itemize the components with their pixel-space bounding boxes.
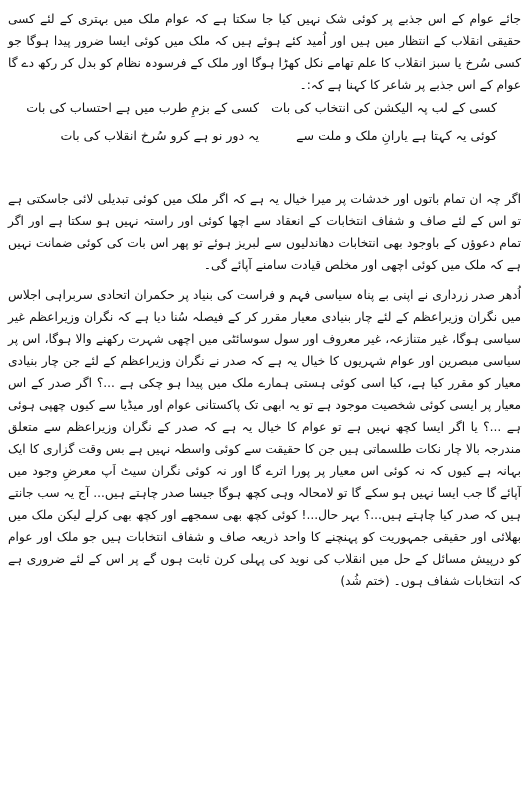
couplet-2-first-line: کوئی یہ کہتا ہے یارانِ ملک و ملت سے: [296, 128, 497, 143]
couplet-2: [8, 128, 521, 154]
paragraph-elections: اگر چہ ان تمام باتوں اور خدشات پر میرا خیال یہ ہے کہ اگر ملک میں کوئی تبدیلی لائی جاسکتی ہے تو اس کے لئے صاف و شفاف انتخابات کے انعقاد سے اچھا کوئی اور راستہ نہیں ہو سکتا ہے اور اگر تمام دعوؤں کے باوجود بھی انتخابات دھاندلیوں سے لبریز ہوئے تو پھر اس بات کی کوئی ضمانت نہیں ہے کہ ملک میں کوئی اچھی اور مخلص قیادت سامنے آپائے گی۔: [8, 192, 521, 272]
poetry-couplets: [8, 98, 521, 154]
couplet-2-second-line: یہ دور نو ہے کرو سُرخ انقلاب کی بات: [60, 128, 259, 143]
couplet-1-first-line: کسی کے لب پہ الیکشن کی انتخاب کی بات: [271, 100, 497, 115]
couplet-1-second-line: کسی کے بزمِ طرب میں ہے احتساب کی بات: [26, 100, 259, 115]
couplet-1: [8, 100, 521, 126]
paragraph-caretaker-pm: اُدھر صدر زرداری نے اپنی بے پناہ سیاسی فہم و فراست کی بنیاد پر حکمران اتحادی سربراہی اجلاس میں نگران وزیراعظم کے لئے چار بنیادی معیار مقرر کر کے فیصلہ سُنا دیا ہے کہ نگران وزیراعظم غیر سیاسی ہوگا، غیر متنازعہ، غیر معروف اور سول سوسائٹی میں اچھی شہرت رکھنے والا ہوگا، اس پر سیاسی مبصرین اور عوام شہریوں کا خیال یہ ہے کہ صدر نے نگران وزیراعظم کے لئے جن چار بنیادی معیار کو مقرر کیا ہے، کیا اسی کوئی ہستی ہمارے ملک میں پیدا ہو چکی ہے ...؟ اگر صدر کے اس معیار پر ایسی کوئی شخصیت موجود ہے تو یہ ابھی تک پاکستانی عوام اور میڈیا سے کیوں چھپی ہوئی ہے ...؟ یا اگر ایسا کچھ نہیں ہے تو عوام کا خیال یہ ہے کہ صدر کے نگران وزیراعظم سے متعلق مندرجہ بالا چار نکات طلسماتی ہیں جن کا حقیقت سے کوئی واسطہ نہیں ہے بس وقت گزاری کا ایک بہانہ ہے کیوں کہ نہ کوئی اس معیار پر پورا اترے گا اور نہ کوئی نگران سیٹ اَپ معرضِ وجود میں آپائے گا جب ایسا نہیں ہو سکے گا تو لامحالہ وہی کچھ ہوگا جیسا صدر چاہتے ہیں... آج یہ سب جانتے ہیں کہ صدر کیا چاہتے ہیں...؟ بہر حال...! کوئی کچھ بھی سمجھے اور کچھ بھی کرلے لیکن ملک میں بھلائی اور حقیقی جمہوریت کو پہنچنے کا واحد ذریعہ صاف و شفاف انتخابات ہیں جو ملک اور عوام کو درپیش مسائل کے حل میں انقلاب کی نوید کی پہلی کرن ثابت ہوں گے پر اس کے لئے ضروری ہے کہ انتخابات شفاف ہوں۔ (ختم شُد): [8, 288, 521, 588]
paragraph-intro: جائے عوام کے اس جذبے پر کوئی شک نہیں کیا جا سکتا ہے کہ عوام ملک میں بہتری کے لئے کسی حقیقی انقلاب کے انتظار میں ہیں اور اُمید کئے ہوئے ہیں کہ ملک میں کوئی ایسا ضرور پیدا ہوگا جو کسی سُرخ یا سبز انقلاب کا علم تھامے نکل کھڑا ہوگا اور ملک کے فرسودہ نظام کو بدل کر رکھ دے گا عوام کے اس جذبے پر شاعر کا کہنا ہے کہ:۔: [8, 12, 521, 92]
